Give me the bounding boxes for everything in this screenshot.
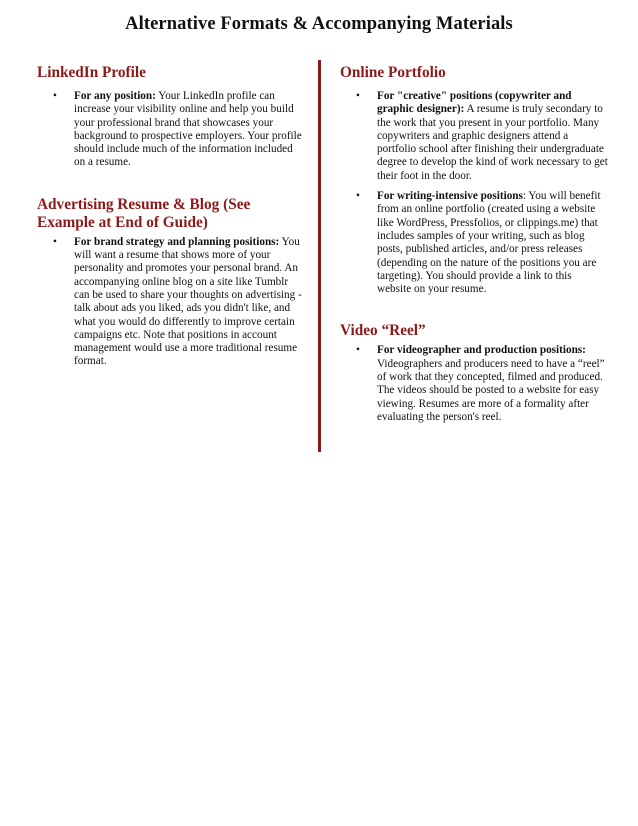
left-column [37, 64, 309, 369]
item-text: : You will benefit from an online portfolio (created using a website like WordPress, Pressfolios, or clippings.me) that includes samples of your writing, such as blog posts, published articles, and/or press releases (depending on the nature of the positions you are targeting). You should provide a link to this website on your resume. [377, 190, 601, 296]
section-video [340, 322, 608, 424]
right-column [340, 64, 608, 424]
list-item [340, 344, 608, 424]
bullet-icon: • [356, 344, 360, 357]
column-divider [318, 60, 321, 452]
bullet-icon: • [356, 90, 360, 102]
item-text: A resume is truly secondary to the work that you present in your portfolio. Many copywriters and graphic designers attend a portfolio school after finishing their undergraduate degree to develop the kind of work necessary to get their foot in the door. [377, 103, 608, 182]
item-lead: For "creative" positions (copywriter and graphic designer): [377, 90, 572, 116]
item-text: Your LinkedIn profile can increase your visibility online and help you build your professional brand that showcases your background to prospective employers. Your profile should include much of the information included on a resume. [74, 90, 302, 169]
section-advertising [37, 196, 309, 369]
section-linkedin [37, 64, 309, 170]
item-lead: For videographer and production positions: [377, 344, 586, 357]
list-item [37, 236, 309, 369]
bullet-icon: • [356, 190, 360, 203]
list-item [340, 90, 608, 183]
section-heading-video: Video “Reel” [340, 322, 426, 340]
item-lead: For any position: [74, 90, 156, 102]
item-text: You will want a resume that shows more of your personality and promotes your personal brand. An accompanying online blog on a site like Tumblr can be used to share your thoughts on advertising - talk about ads you liked, ads you didn't like, and what you would do differently to improve certain campaigns etc. Note that positions in account management would use a more traditional resume format. [74, 235, 302, 368]
item-lead: For brand strategy and planning positions: [74, 235, 280, 248]
list-item [340, 190, 608, 296]
section-portfolio [340, 64, 608, 296]
page-title: Alternative Formats & Accompanying Materials [125, 14, 513, 34]
section-heading-linkedin: LinkedIn Profile [37, 64, 146, 81]
bullet-icon: • [53, 235, 57, 248]
list-item [37, 90, 309, 170]
bullet-icon: • [53, 90, 57, 102]
section-heading-portfolio: Online Portfolio [340, 64, 446, 81]
item-text: Videographers and producers need to have a “reel” of work that they concepted, filmed and produced. The videos should be posted to a website for easy viewing. Resumes are more of a formality after evaluating the person's reel. [377, 357, 605, 423]
item-lead: For writing-intensive positions [377, 190, 523, 203]
section-heading-advertising: Advertising Resume & Blog (See Example at End of Guide) [37, 195, 251, 231]
